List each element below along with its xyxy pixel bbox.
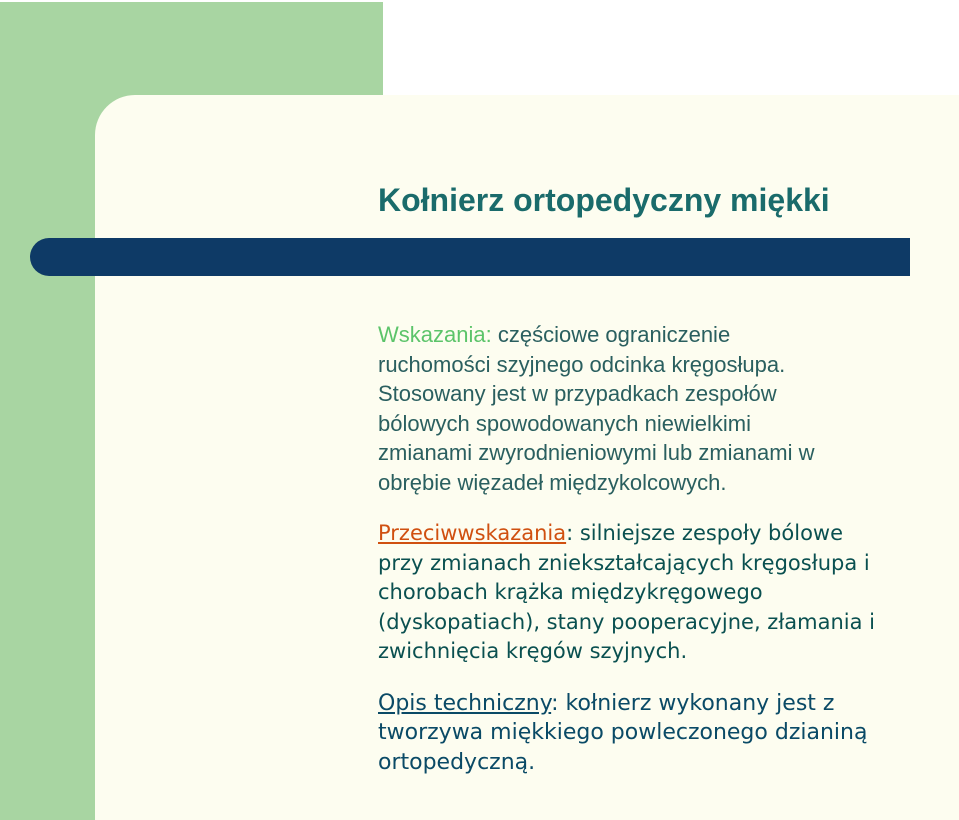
technical-paragraph [378, 689, 938, 778]
indications-line-5: zmianami zwyrodnieniowymi lub zmianami w [378, 440, 815, 465]
indications-label: Wskazania: [378, 322, 492, 347]
indications-paragraph [378, 320, 938, 497]
contraindications-line-2: przy zmianach zniekształcających kręgosłupa i [378, 550, 870, 575]
technical-label: Opis techniczny [378, 690, 552, 716]
indications-line-4: bólowych spowodowanych niewielkimi [378, 410, 751, 436]
contraindications-line-4: (dyskopatiach), stany pooperacyjne, złamania i [378, 609, 876, 634]
indications-line-1: Wskazania: częściowe ograniczenie [378, 322, 731, 347]
contraindications-paragraph [378, 519, 959, 667]
technical-line-3: ortopedyczną. [378, 749, 536, 775]
technical-line-1: Opis techniczny: kołnierz wykonany jest z [378, 690, 835, 716]
indications-line-6: obrębie więzadeł międzykolcowych. [378, 469, 727, 495]
contraindications-line-5: zwichnięcia kręgów szyjnych. [378, 639, 688, 663]
contraindications-label: Przeciwwskazania [378, 521, 567, 545]
slide-title: Kołnierz ortopedyczny miękki [378, 182, 830, 218]
indications-line-2: ruchomości szyjnego odcinka kręgosłupa. [378, 351, 786, 377]
contraindications-line-1: Przeciwwskazania: silniejsze zespoły bólowe [378, 521, 844, 545]
indications-line-3: Stosowany jest w przypadkach zespołów [378, 381, 777, 406]
contraindications-line-3: chorobach krążka międzykręgowego [378, 580, 763, 604]
title-underline-bar [30, 238, 910, 276]
technical-line-2: tworzywa miękkiego powleczonego dzianiną [378, 720, 868, 745]
slide-content [378, 320, 959, 777]
